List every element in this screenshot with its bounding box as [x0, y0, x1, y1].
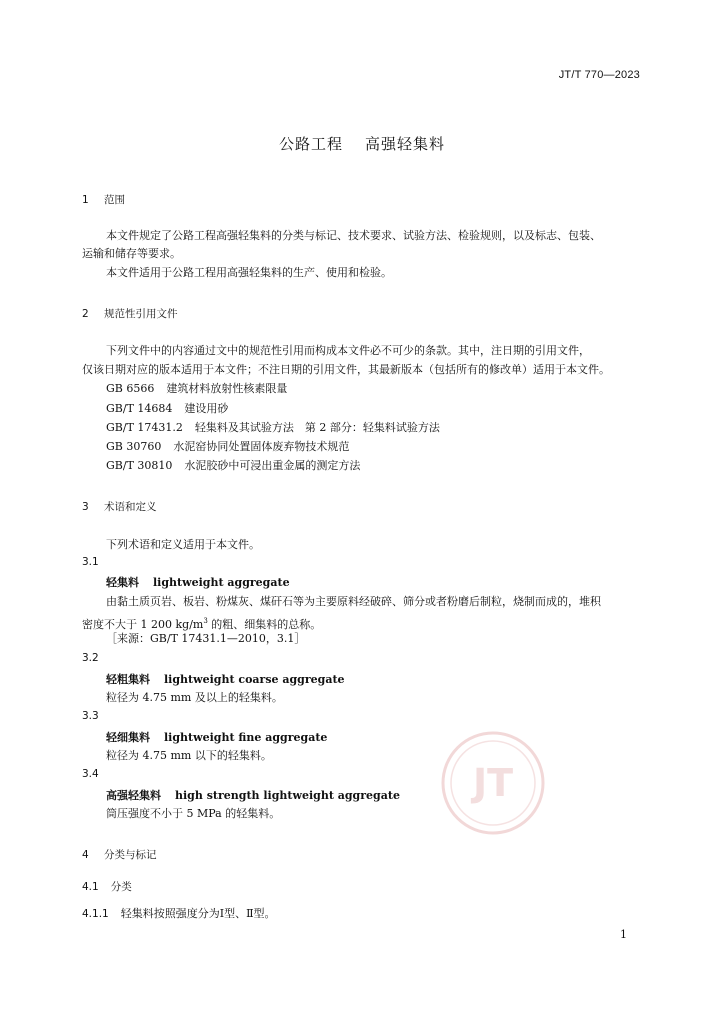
term-heading [106, 574, 290, 590]
section-heading-normative-references [82, 306, 178, 321]
reference-item [106, 457, 360, 475]
section-heading-terms-definitions [82, 499, 157, 514]
definition-text: 的粗、细集料的总称。 [207, 618, 322, 631]
section-heading-scope [82, 192, 125, 207]
term-number: 3.3 [82, 710, 99, 722]
term-zh: 轻粗集料 [106, 673, 150, 686]
paragraph-line: 运输和储存等要求。 [82, 247, 181, 260]
reference-code: GB 6566 [106, 382, 155, 395]
reference-item [106, 419, 440, 437]
section-number: 4 [82, 849, 89, 861]
term-definition: 筒压强度不小于 5 MPa 的轻集料。 [106, 807, 281, 820]
watermark-text: JT [472, 761, 514, 805]
term-en: lightweight aggregate [153, 576, 290, 589]
term-number: 3.2 [82, 652, 99, 664]
page-number: 1 [620, 928, 627, 941]
document-number: JT/T 770—2023 [558, 69, 640, 81]
term-en: lightweight coarse aggregate [164, 673, 345, 686]
reference-title: 建筑材料放射性核素限量 [166, 382, 288, 395]
reference-code: GB/T 14684 [106, 402, 173, 415]
term-en: lightweight fine aggregate [164, 731, 328, 744]
term-heading [106, 671, 345, 687]
definition-text: 密度不大于 1 200 kg/m [82, 618, 204, 631]
term-definition: 粒径为 4.75 mm 及以上的轻集料。 [106, 691, 283, 704]
paragraph-line: 本文件规定了公路工程高强轻集料的分类与标记、技术要求、试验方法、检验规则，以及标志、包装、 [106, 229, 601, 242]
reference-code: GB/T 17431.2 [106, 421, 183, 434]
term-en: high strength lightweight aggregate [175, 789, 400, 802]
term-number: 3.1 [82, 556, 99, 568]
term-definition: 粒径为 4.75 mm 以下的轻集料。 [106, 749, 272, 762]
paragraph-line: 下列术语和定义适用于本文件。 [106, 538, 260, 551]
clause-heading [82, 879, 132, 894]
section-title: 范围 [104, 194, 125, 206]
reference-code: GB/T 30810 [106, 459, 173, 472]
term-heading [106, 729, 327, 745]
reference-item [106, 400, 228, 418]
reference-item [106, 438, 349, 456]
term-zh: 轻细集料 [106, 731, 150, 744]
superscript: 3 [203, 617, 208, 625]
paragraph-line: 下列文件中的内容通过文中的规范性引用而构成本文件必不可少的条款。其中，注日期的引用文件， [106, 344, 590, 357]
clause-paragraph [82, 905, 276, 923]
reference-title: 水泥胶砂中可浸出重金属的测定方法 [184, 459, 361, 472]
reference-title: 建设用砂 [184, 402, 229, 415]
page-title [0, 133, 724, 154]
term-zh: 轻集料 [106, 576, 139, 589]
section-number: 1 [82, 194, 89, 206]
clause-number: 4.1.1 [82, 908, 109, 920]
reference-title: 水泥窑协同处置固体废弃物技术规范 [173, 440, 350, 453]
paragraph-line: 仅该日期对应的版本适用于本文件；不注日期的引用文件，其最新版本（包括所有的修改单）适用于本文件。 [82, 363, 610, 376]
term-heading [106, 787, 400, 803]
reference-title: 轻集料及其试验方法 第 2 部分：轻集料试验方法 [194, 421, 440, 434]
jt-watermark-logo [438, 728, 548, 838]
reference-code: GB 30760 [106, 440, 162, 453]
title-part-2: 高强轻集料 [365, 135, 446, 153]
clause-text: 轻集料按照强度分为Ⅰ型、Ⅱ型。 [120, 907, 276, 920]
clause-number: 4.1 [82, 881, 99, 893]
term-zh: 高强轻集料 [106, 789, 161, 802]
title-part-1: 公路工程 [278, 135, 343, 153]
paragraph-line: 本文件适用于公路工程用高强轻集料的生产、使用和检验。 [106, 266, 392, 279]
section-title: 规范性引用文件 [104, 308, 178, 320]
section-title: 术语和定义 [104, 501, 157, 513]
term-definition-line: 由黏土质页岩、板岩、粉煤灰、煤矸石等为主要原料经破碎、筛分或者粉磨后制粒，烧制而成的，堆积 [106, 595, 601, 608]
term-number: 3.4 [82, 768, 99, 780]
term-source: ［来源：GB/T 17431.1—2010，3.1］ [106, 632, 306, 645]
section-title: 分类与标记 [104, 849, 157, 861]
reference-item [106, 380, 287, 398]
section-heading-classification [82, 847, 157, 862]
section-number: 3 [82, 501, 89, 513]
clause-title: 分类 [110, 881, 132, 893]
section-number: 2 [82, 308, 89, 320]
